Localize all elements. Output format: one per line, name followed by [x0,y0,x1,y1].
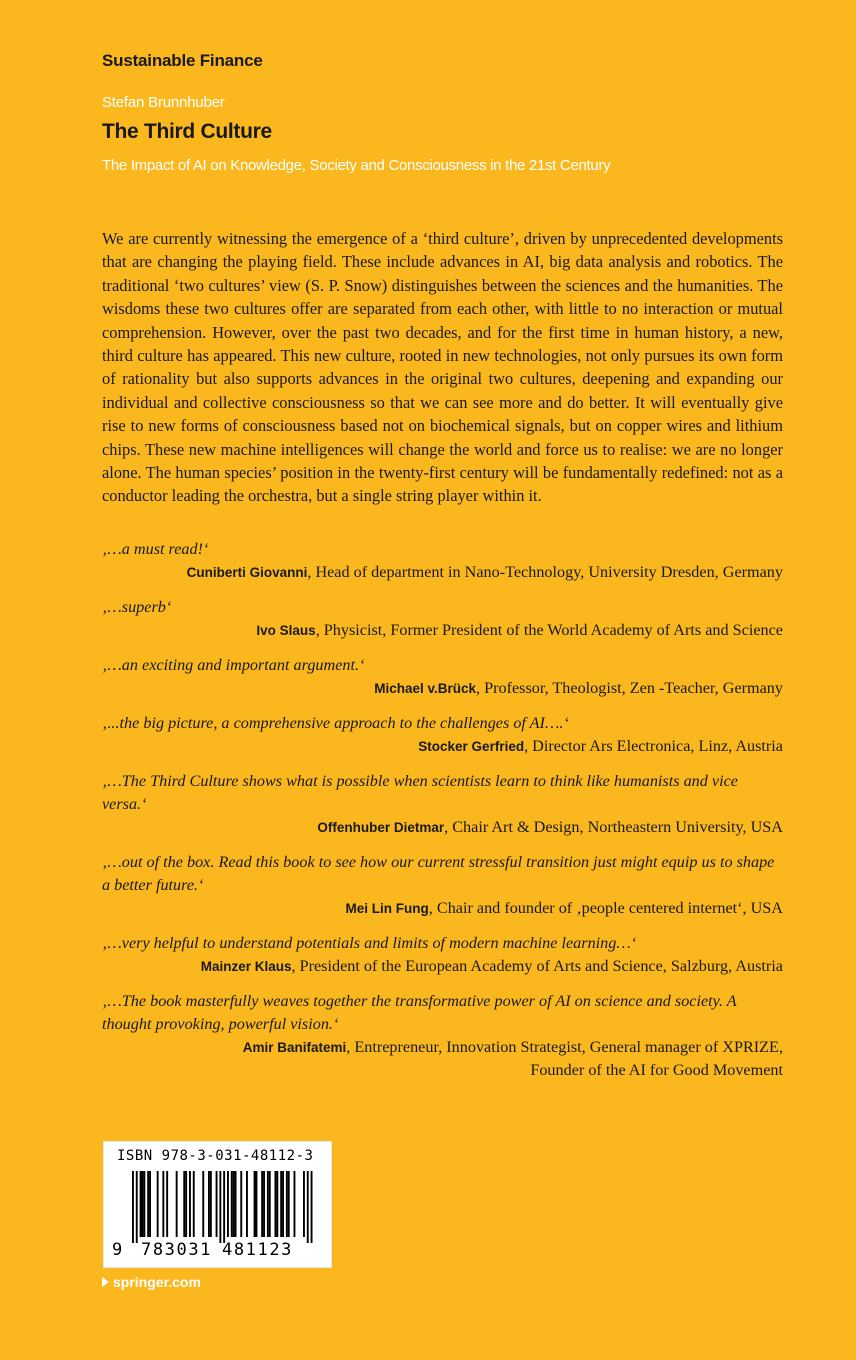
review-quote: ‚…out of the box. Read this book to see how our current stressful transition just might equip us to shape a better future.‘ [102,853,775,894]
barcode-guard-bar [132,1171,134,1243]
barcode-first-digit: 9 [112,1240,123,1260]
barcode-guard-bar [223,1171,225,1243]
barcode-bar [189,1171,191,1237]
barcode-right-group: 481123 [222,1240,294,1260]
reviewer-name: Michael v.Brück [374,681,477,696]
review-quote: ‚…an exciting and important argument.‘ [102,656,365,674]
reviewer-name: Mei Lin Fung [345,901,429,916]
review-quote: ‚…a must read!‘ [102,540,209,558]
barcode-guard-bar [311,1171,313,1243]
book-description: We are currently witnessing the emergence of a ‘third culture’, driven by unprecedented developments that are changing the playing field. These include advances in AI, big data analysis and robotics. The traditional ‘two cultures’ view (S. P. Snow) distinguishes between the sciences and the humanities. The wisdoms these two cultures offer are separated from each other, with little to no interaction or mutual comprehension. However, over the past two decades, and for the first time in human history, a new, third culture has appeared. This new culture, rooted in new technologies, not only pursues its own form of rationality but also supports advances in the original two cultures, deepening and expanding our individual and collective consciousness so that we can see more and do better. It will eventually give rise to new forms of consciousness based not on biochemical signals, but on copper wires and lithium chips. These new machine intelligences will change the world and force us to realise: we are no longer alone. The human species’ position in the twenty-first century will be fundamentally redefined: not as a conductor leading the orchestra, but a single string player within it. [102,229,783,506]
barcode-bar [185,1171,187,1237]
barcode-guard-bar [307,1171,309,1243]
reviewer-role: , Director Ars Electronica, Linz, Austria [524,737,783,755]
barcode-bar [147,1171,149,1237]
review-item [102,538,783,584]
barcode-bar [193,1171,195,1237]
review-item [102,596,783,642]
barcode-bar [288,1171,290,1237]
review-list [102,538,783,1082]
barcode-bar [286,1171,288,1237]
reviewer-role: , Physicist, Former President of the World Academy of Arts and Science [315,621,783,639]
review-attribution [102,561,783,584]
reviewer-role: , President of the European Academy of Arts and Science, Salzburg, Austria [291,957,783,975]
reviewer-role: , Chair and founder of ‚people centered internet‘, USA [428,899,783,917]
barcode-bar [210,1171,212,1237]
reviewer-name: Amir Banifatemi [242,1040,347,1055]
reviewer-name: Ivo Slaus [256,623,316,638]
series-name: Sustainable Finance [102,51,263,70]
reviewer-name: Cuniberti Giovanni [186,565,308,580]
reviewer-role: , Entrepreneur, Innovation Strategist, General manager of XPRIZE, [346,1038,783,1056]
book-title: The Third Culture [102,120,272,143]
barcode-bar [269,1171,271,1237]
barcode-bar [157,1171,159,1237]
review-item [102,932,783,978]
review-quote: ‚…The Third Culture shows what is possible when scientists learn to think like humanists and vice versa.‘ [102,772,738,813]
isbn-barcode [103,1141,332,1268]
barcode-bar [149,1171,151,1237]
barcode-guard-bar [136,1171,138,1243]
barcode-left-group: 783031 [141,1240,213,1260]
arrow-right-icon [102,1277,109,1287]
barcode-bar [275,1171,277,1237]
review-item [102,654,783,700]
review-attribution [102,735,783,758]
reviewer-role: , Chair Art & Design, Northeastern University, USA [444,818,783,836]
barcode-bar [176,1171,178,1237]
reviewer-role-continued: Founder of the AI for Good Movement [530,1061,783,1079]
barcode-bar [261,1171,263,1237]
isbn-label: ISBN 978-3-031-48112-3 [117,1148,314,1164]
barcode-bar [240,1171,242,1237]
barcode-bar [231,1171,233,1237]
barcode-bar [216,1171,218,1237]
barcode-bar [256,1171,258,1237]
review-attribution [102,619,783,642]
barcode-bar [294,1171,296,1237]
barcode-bars [132,1171,322,1243]
review-attribution [102,816,783,839]
barcode-bar [183,1171,185,1237]
book-subtitle: The Impact of AI on Knowledge, Society and Consciousness in the 21st Century [102,157,611,174]
barcode-bar [263,1171,265,1237]
barcode-bar [276,1171,278,1237]
publisher-url: springer.com [113,1274,201,1290]
review-item [102,770,783,839]
barcode-bar [233,1171,235,1237]
reviewer-name: Stocker Gerfried [418,739,525,754]
review-attribution [102,1036,783,1059]
review-quote: ‚…superb‘ [102,598,172,616]
publisher-link[interactable] [102,1274,201,1290]
author-name: Stefan Brunnhuber [102,94,225,111]
review-item [102,851,783,920]
barcode-bar [282,1171,284,1237]
reviewer-role: , Head of department in Nano-Technology, University Dresden, Germany [307,563,783,581]
review-attribution [102,677,783,700]
review-item [102,990,783,1082]
barcode-bar [254,1171,256,1237]
barcode-bar [246,1171,248,1237]
barcode-bar [140,1171,142,1237]
review-attribution [102,897,783,920]
barcode-bar [143,1171,145,1237]
barcode-bar [267,1171,269,1237]
review-item [102,712,783,758]
barcode-guard-bar [219,1171,221,1243]
reviewer-name: Offenhuber Dietmar [317,820,445,835]
review-attribution [102,955,783,978]
barcode-bar [227,1171,229,1237]
review-quote: ‚...the big picture, a comprehensive approach to the challenges of AI….‘ [102,714,569,732]
review-quote: ‚…The book masterfully weaves together the transformative power of AI on science and society. A thought provoking, powerful vision.‘ [102,992,737,1033]
barcode-bar [280,1171,282,1237]
barcode-bar [162,1171,164,1237]
barcode-bar [208,1171,210,1237]
barcode-bar [235,1171,237,1237]
barcode-bar [202,1171,204,1237]
review-quote: ‚…very helpful to understand potentials and limits of modern machine learning…‘ [102,934,637,952]
reviewer-role: , Professor, Theologist, Zen -Teacher, Germany [476,679,783,697]
reviewer-name: Mainzer Klaus [200,959,292,974]
barcode-bar [166,1171,168,1237]
barcode-bar [142,1171,144,1237]
barcode-bar [303,1171,305,1237]
